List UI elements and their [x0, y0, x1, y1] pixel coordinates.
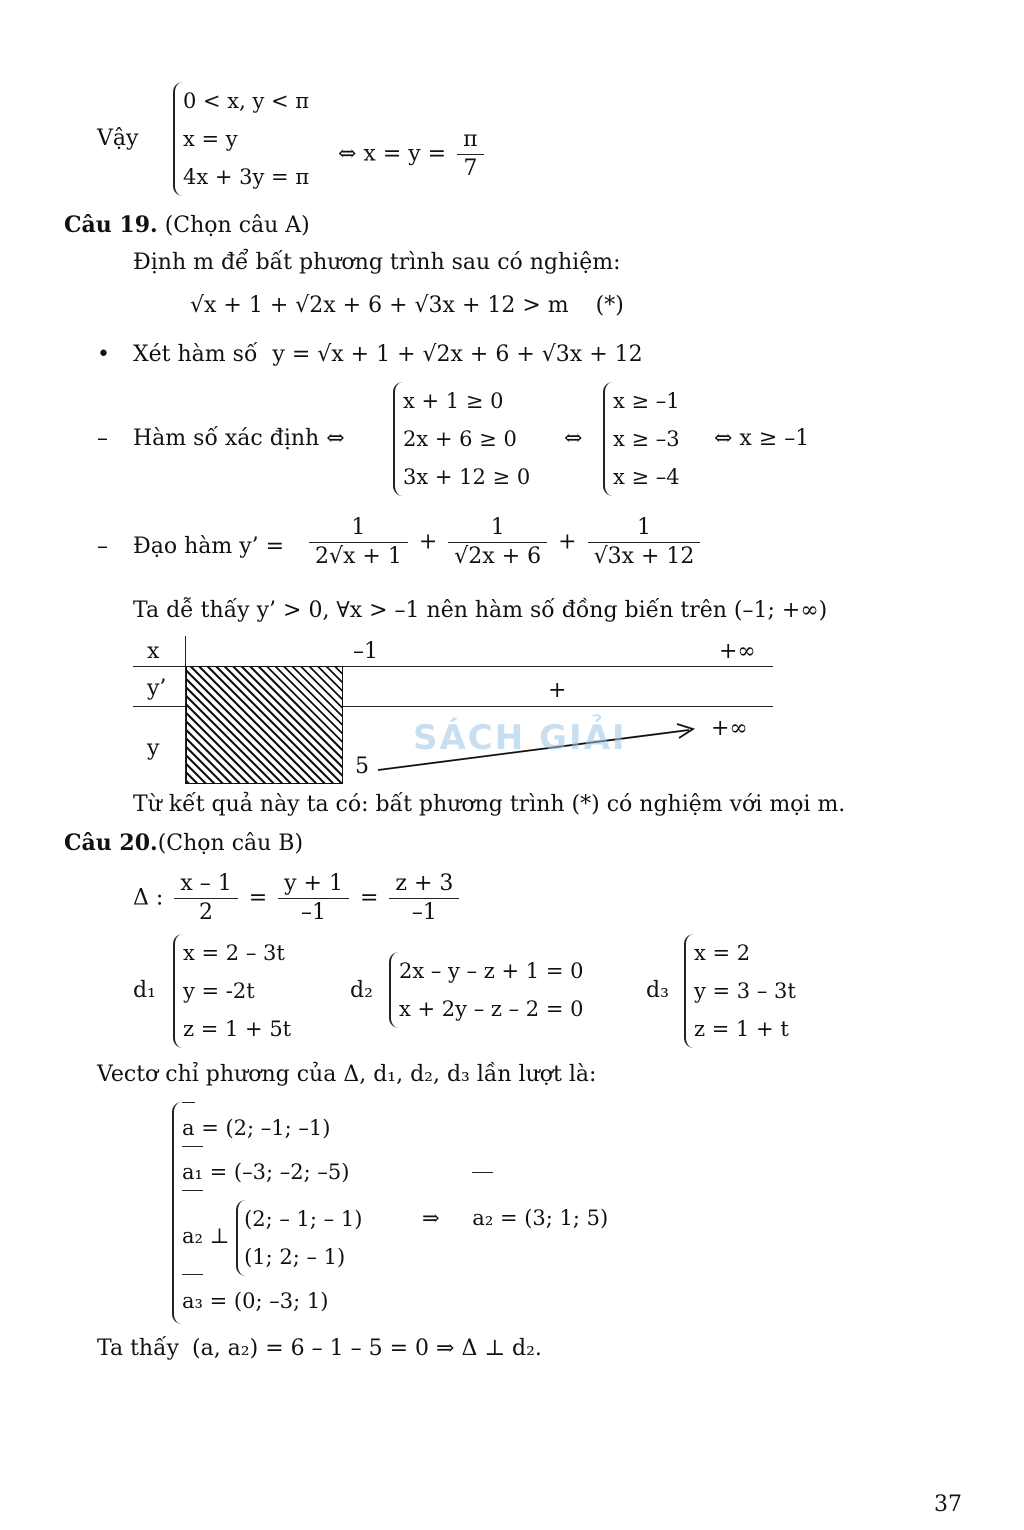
d3-system: [684, 934, 796, 1048]
vay-result: ⇔ x = y = $\frac{\pi}{7}$: [338, 126, 488, 183]
table-y-start: 5: [355, 754, 369, 779]
table-yp-label: y’: [147, 676, 167, 701]
derivative-expression: $\frac{1}{2√x + 1}$ + $\frac{1}{√2x + 6}$ + $\frac{1}{√3x + 12}$: [305, 514, 704, 571]
page-number: 37: [934, 1492, 962, 1517]
q19-final: Từ kết quả này ta có: bất phương trình (*) có nghiệm với mọi m.: [133, 792, 846, 817]
system-row: 4x + 3y = π: [183, 165, 310, 189]
system-row: z = 1 + 5t: [183, 1017, 292, 1041]
system-row: 2x – y – z + 1 = 0: [399, 959, 584, 983]
bullet: •: [97, 342, 110, 367]
q19-inequality: √x + 1 + √2x + 6 + √3x + 12 > m (*): [190, 293, 624, 318]
variation-table: [133, 636, 773, 784]
system-row: x ≥ –4: [613, 465, 680, 489]
q20-final: Ta thấy (a, a₂) = 6 – 1 – 5 = 0 ⇒ Δ ⊥ d₂.: [97, 1336, 542, 1361]
vector-system: [172, 1102, 609, 1324]
delta-frac: $\frac{z + 3}{-1}$: [389, 870, 459, 927]
d1-system: [173, 934, 291, 1048]
system-row: x = 2: [694, 941, 751, 965]
vector-row-a1: a₁ = (–3; –2; –5): [182, 1150, 362, 1194]
q19-intro: Định m để bất phương trình sau có nghiệm:: [133, 250, 621, 275]
deriv-term: $\frac{1}{√3x + 12}$: [588, 514, 701, 571]
system-row: z = 1 + t: [694, 1017, 789, 1041]
table-x-right: +∞: [719, 639, 756, 664]
table-sign: +: [548, 678, 567, 703]
watermark-logo: SÁCH GIẢI: [413, 718, 627, 758]
system-row: 3x + 12 ≥ 0: [403, 465, 531, 489]
vay-label: Vậy: [97, 126, 139, 151]
system-row: x ≥ –3: [613, 427, 680, 451]
vay-system: [173, 82, 309, 196]
q19-heading: Câu 19. (Chọn câu A): [64, 212, 310, 238]
pi-over-7: $\frac{\pi}{7}$: [457, 126, 483, 183]
deriv-label: Đạo hàm y’ =: [133, 534, 285, 559]
system-row: x ≥ –1: [613, 389, 680, 413]
table-y-end: +∞: [711, 716, 748, 741]
dash: –: [97, 426, 108, 451]
q20-heading: Câu 20.(Chọn câu B): [64, 830, 304, 856]
d3-label: d₃: [646, 978, 669, 1003]
deriv-term: $\frac{1}{√2x + 6}$: [448, 514, 547, 571]
system-row: y = -2t: [183, 979, 255, 1003]
table-x-left: –1: [353, 639, 378, 664]
d2-system: [389, 952, 583, 1028]
system-row: y = 3 – 3t: [694, 979, 796, 1003]
system-row: x + 1 ≥ 0: [403, 389, 504, 413]
table-x-label: x: [147, 639, 160, 664]
system-row: x = y: [183, 127, 238, 151]
domain-label: Hàm số xác định ⇔: [133, 426, 345, 451]
vector-row-a: a = (2; –1; –1): [182, 1106, 362, 1150]
domain-system-2: [603, 382, 680, 496]
delta-frac: $\frac{y + 1}{-1}$: [278, 870, 349, 927]
system-row: 0 < x, y < π: [183, 89, 310, 113]
increasing-conclusion: Ta dễ thấy y’ > 0, ∀x > –1 nên hàm số đồng biến trên (–1; +∞): [133, 598, 828, 623]
vector-row-a2: a₂ ⊥ (2; – 1; – 1) (1; 2; – 1) ⇒ a₂ = (3; 1; 5): [182, 1194, 362, 1278]
system-row: x + 2y – z – 2 = 0: [399, 997, 584, 1021]
d2-label: d₂: [350, 978, 373, 1003]
deriv-term: $\frac{1}{2√x + 1}$: [309, 514, 408, 571]
dash: –: [97, 534, 108, 559]
vector-row-a3: a₃ = (0; –3; 1): [182, 1278, 362, 1324]
table-y-label: y: [147, 736, 160, 761]
delta-line: Δ : $\frac{x - 1}{2}$ = $\frac{y + 1}{-1}$ = $\frac{z + 3}{-1}$: [133, 870, 463, 927]
system-row: 2x + 6 ≥ 0: [403, 427, 517, 451]
vector-intro: Vectơ chỉ phương của Δ, d₁, d₂, d₃ lần lượt là:: [97, 1062, 597, 1087]
domain-system-1: [393, 382, 530, 496]
d1-label: d₁: [133, 978, 156, 1003]
domain-result: ⇔ x ≥ –1: [714, 426, 810, 451]
a2-perp-system: (2; – 1; – 1) (1; 2; – 1): [236, 1200, 362, 1276]
equiv-sign: ⇔: [564, 426, 583, 451]
delta-frac: $\frac{x - 1}{2}$: [174, 870, 237, 927]
system-row: x = 2 – 3t: [183, 941, 285, 965]
a2-result: ⇒ a₂ = (3; 1; 5): [422, 1176, 608, 1260]
increasing-arrow: [133, 636, 773, 784]
xet-ham-so: Xét hàm số y = √x + 1 + √2x + 6 + √3x + 12: [133, 342, 643, 367]
